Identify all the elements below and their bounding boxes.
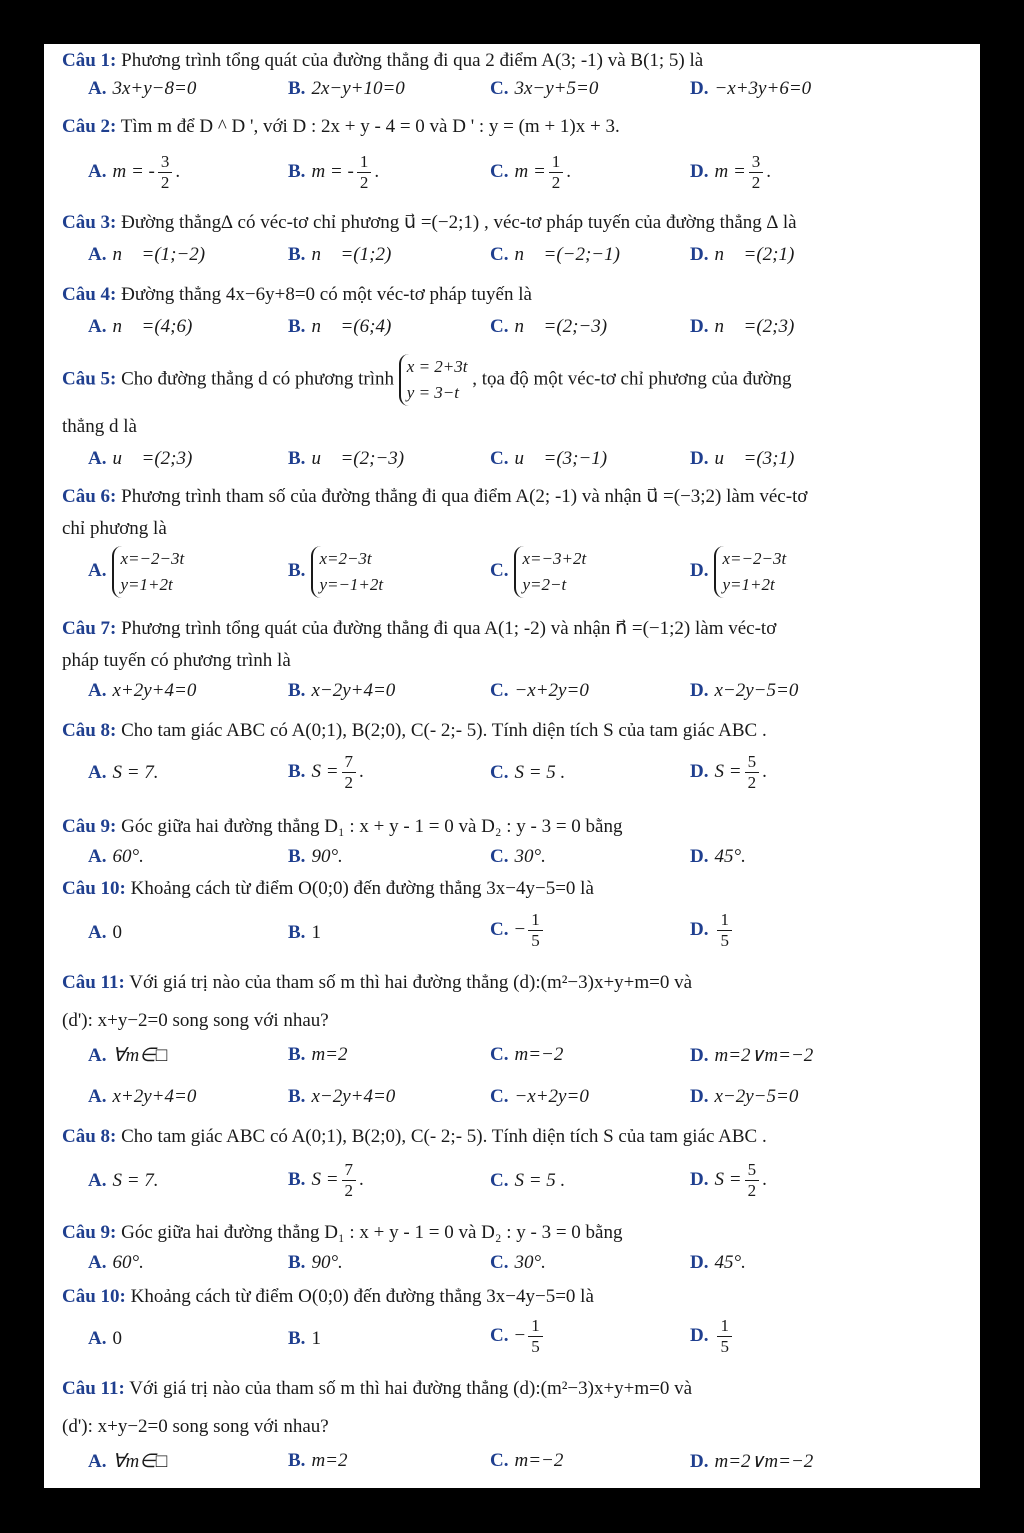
question-11-line2: (d'): x+y−2=0 song song với nhau? — [62, 1010, 329, 1031]
q3-option-c: C. n⃗ =(−2;−1) — [490, 244, 620, 265]
q5-option-a: A. u⃗ =(2;3) — [88, 448, 193, 469]
q7-repeat-option-d: D. x−2y−5=0 — [690, 1086, 799, 1107]
document-page — [44, 44, 980, 1488]
q8-option-a: A. S = 7. — [88, 762, 159, 783]
question-8: Câu 8: Cho tam giác ABC có A(0;1), B(2;0), C(- 2;- 5). Tính diện tích S của tam giác ABC . — [62, 720, 767, 741]
question-label: Câu 1: — [62, 50, 117, 71]
q1-option-d: D. −x+3y+6=0 — [690, 78, 812, 99]
q1-option-a: A. 3x+y−8=0 — [88, 78, 197, 99]
q9-option-a: A. 60°. — [88, 846, 144, 867]
q4-option-c: C. n⃗ =(2;−3) — [490, 316, 608, 337]
question-1 — [62, 46, 912, 76]
q2-option-a: A. m = - $\frac{3}{2}$ . — [88, 152, 181, 192]
question-11-repeat: Câu 11: Với giá trị nào của tham số m thì hai đường thẳng (d):(m²−3)x+y+m=0 và — [62, 1378, 693, 1399]
q7-repeat-option-a: A. x+2y+4=0 — [88, 1086, 197, 1107]
question-7: Câu 7: Phương trình tổng quát của đường thẳng đi qua A(1; -2) và nhận n⃗ =(−1;2) làm véc-tơ — [62, 618, 777, 639]
question-6: Câu 6: Phương trình tham số của đường thẳng đi qua điểm A(2; -1) và nhận u⃗ =(−3;2) làm véc-tơ — [62, 486, 808, 507]
q6-option-d: D. x=−2−3t y=1+2t — [690, 546, 786, 598]
question-text: Phương trình tổng quát của đường thẳng đi qua 2 điểm A(3; -1) và B(1; 5) là — [121, 50, 704, 71]
question-5: Câu 5: Cho đường thẳng d có phương trình x = 2+3t y = 3−t , tọa độ một véc-tơ chỉ phương của đường — [62, 354, 912, 406]
question-10-repeat: Câu 10: Khoảng cách từ điểm O(0;0) đến đường thẳng 3x−4y−5=0 là — [62, 1286, 594, 1307]
q11-repeat-option-a: A. ∀m∈□ — [88, 1451, 168, 1472]
q6-option-c: C. x=−3+2t y=2−t — [490, 546, 586, 598]
q5-option-c: C. u⃗ =(3;−1) — [490, 448, 608, 469]
q9-repeat-option-b: B. 90°. — [288, 1252, 343, 1273]
question-9-repeat: Câu 9: Góc giữa hai đường thẳng D₁ : x + y - 1 = 0 và D₂ : y - 3 = 0 bằng — [62, 1222, 623, 1243]
q4-option-d: D. n⃗ =(2;3) — [690, 316, 795, 337]
q11-option-c: C. m=−2 — [490, 1044, 564, 1065]
question-8-repeat: Câu 8: Cho tam giác ABC có A(0;1), B(2;0), C(- 2;- 5). Tính diện tích S của tam giác ABC . — [62, 1126, 767, 1147]
q2-option-c: C. m = $\frac{1}{2}$ . — [490, 152, 572, 192]
q10-option-b: B. 1 — [288, 922, 321, 943]
q10-repeat-option-b: B. 1 — [288, 1328, 321, 1349]
q7-repeat-option-b: B. x−2y+4=0 — [288, 1086, 396, 1107]
q11-repeat-option-c: C. m=−2 — [490, 1450, 564, 1471]
q9-option-b: B. 90°. — [288, 846, 343, 867]
q11-option-d: D. m=2∨m=−2 — [690, 1045, 814, 1066]
q3-option-d: D. n⃗ =(2;1) — [690, 244, 795, 265]
q8-option-d: D. S = $\frac{5}{2}$ . — [690, 752, 767, 792]
q4-option-a: A. n⃗ =(4;6) — [88, 316, 193, 337]
q7-option-a: A. x+2y+4=0 — [88, 680, 197, 701]
q10-option-c: C. − $\frac{1}{5}$ — [490, 910, 546, 951]
q10-option-d: D. $\frac{1}{5}$ — [690, 910, 735, 951]
question-2: Câu 2: Tìm m để D ^ D ', với D : 2x + y - 4 = 0 và D ' : y = (m + 1)x + 3. — [62, 116, 620, 137]
q11-option-b: B. m=2 — [288, 1044, 348, 1065]
q3-option-b: B. n⃗ =(1;2) — [288, 244, 392, 265]
q9-option-d: D. 45°. — [690, 846, 746, 867]
question-6-line2: chỉ phương là — [62, 518, 167, 539]
q5-option-b: B. u⃗ =(2;−3) — [288, 448, 405, 469]
q1-option-b: B. 2x−y+10=0 — [288, 78, 405, 99]
q3-option-a: A. n⃗ =(1;−2) — [88, 244, 206, 265]
question-4: Câu 4: Đường thẳng 4x−6y+8=0 có một véc-tơ pháp tuyến là — [62, 284, 532, 305]
question-11: Câu 11: Với giá trị nào của tham số m thì hai đường thẳng (d):(m²−3)x+y+m=0 và — [62, 972, 693, 993]
q8-option-c: C. S = 5 . — [490, 762, 566, 783]
q10-repeat-option-c: C. − $\frac{1}{5}$ — [490, 1316, 546, 1357]
q7-option-b: B. x−2y+4=0 — [288, 680, 396, 701]
q9-repeat-option-d: D. 45°. — [690, 1252, 746, 1273]
q6-option-b: B. x=2−3t y=−1+2t — [288, 546, 383, 598]
q5-option-d: D. u⃗ =(3;1) — [690, 448, 795, 469]
q9-repeat-option-c: C. 30°. — [490, 1252, 546, 1273]
question-7-line2: pháp tuyến có phương trình là — [62, 650, 291, 671]
question-9: Câu 9: Góc giữa hai đường thẳng D₁ : x + y - 1 = 0 và D₂ : y - 3 = 0 bằng — [62, 816, 623, 837]
q7-option-c: C. −x+2y=0 — [490, 680, 589, 701]
q7-option-d: D. x−2y−5=0 — [690, 680, 799, 701]
question-11-repeat-line2: (d'): x+y−2=0 song song với nhau? — [62, 1416, 329, 1437]
q10-option-a: A. 0 — [88, 922, 122, 943]
question-10: Câu 10: Khoảng cách từ điểm O(0;0) đến đường thẳng 3x−4y−5=0 là — [62, 878, 594, 899]
q10-repeat-option-a: A. 0 — [88, 1328, 122, 1349]
q9-repeat-option-a: A. 60°. — [88, 1252, 144, 1273]
question-3: Câu 3: Đường thẳng∆ có véc-tơ chỉ phương u⃗ =(−2;1) , véc-tơ pháp tuyến của đường thẳng ∆ là — [62, 212, 797, 233]
q8-repeat-option-d: D. S = $\frac{5}{2}$ . — [690, 1160, 767, 1200]
q2-option-b: B. m = - $\frac{1}{2}$ . — [288, 152, 380, 192]
q11-repeat-option-b: B. m=2 — [288, 1450, 348, 1471]
q7-repeat-option-c: C. −x+2y=0 — [490, 1086, 589, 1107]
q10-repeat-option-d: D. $\frac{1}{5}$ — [690, 1316, 735, 1357]
q8-repeat-option-c: C. S = 5 . — [490, 1170, 566, 1191]
q8-repeat-option-a: A. S = 7. — [88, 1170, 159, 1191]
question-5-line2: thẳng d là — [62, 416, 137, 437]
q6-option-a: A. x=−2−3t y=1+2t — [88, 546, 184, 598]
q1-option-c: C. 3x−y+5=0 — [490, 78, 599, 99]
q4-option-b: B. n⃗ =(6;4) — [288, 316, 392, 337]
q8-repeat-option-b: B. S = $\frac{7}{2}$ . — [288, 1160, 364, 1200]
q11-repeat-option-d: D. m=2∨m=−2 — [690, 1451, 814, 1472]
q9-option-c: C. 30°. — [490, 846, 546, 867]
q11-option-a: A. ∀m∈□ — [88, 1045, 168, 1066]
q2-option-d: D. m = $\frac{3}{2}$ . — [690, 152, 772, 192]
q8-option-b: B. S = $\frac{7}{2}$ . — [288, 752, 364, 792]
